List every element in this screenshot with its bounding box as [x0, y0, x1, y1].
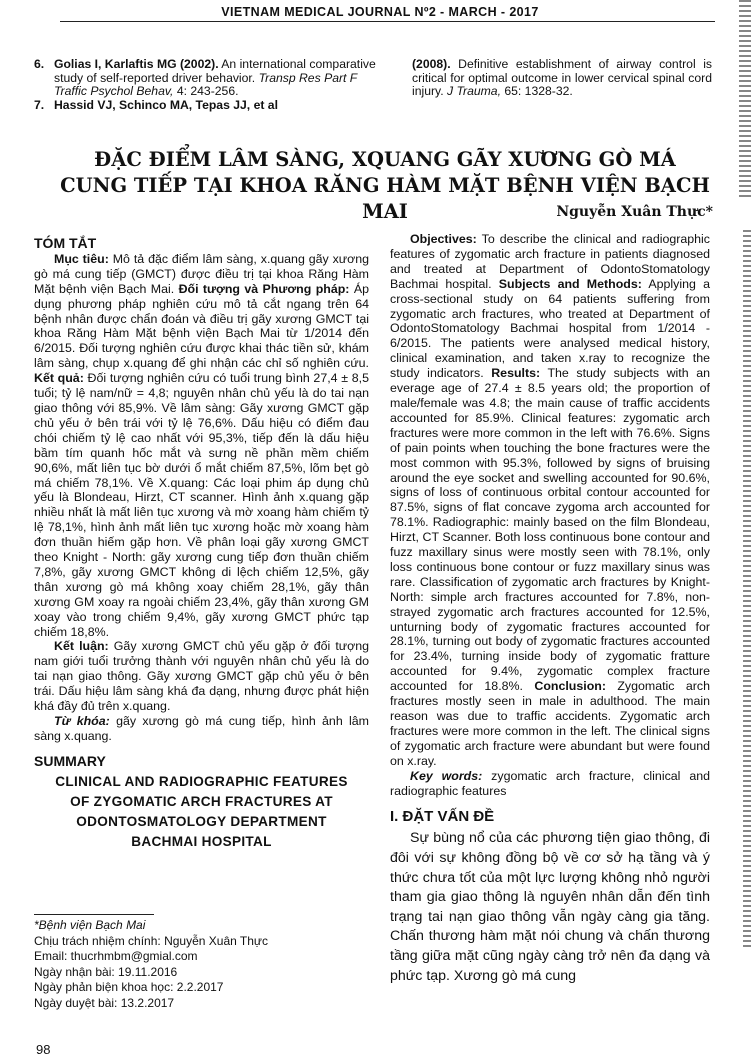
reference-text: [54, 58, 384, 99]
reference-year: (2008).: [412, 57, 451, 71]
left-column: [34, 236, 369, 852]
footnote-email: Email: thucrhmbm@gmial.com: [34, 949, 198, 963]
subjects-text: Applying a cross-sectional study on 64 patients suffering from zygomatic arch fractures, who treated at Department of OdontoStomatology Bachmai hospital from 1/2014 - 6/2015. The patients were analysed medical history, clinical examination, and taken x.ray to recognize the study indicators.: [390, 276, 710, 381]
keywords-paragraph: [34, 714, 369, 744]
abstract-heading: TÓM TẮT: [34, 235, 97, 251]
intro-text: Sự bùng nổ của các phương tiện giao thông, đi đôi với sự không đồng bộ về cơ sở hạ tầng và ý thức chưa tốt của một lực lượng không nhỏ người tham gia giao thông là nguyên nhân dẫn đến tình trạng tai nạn giao thông vẫn ngày càng gia tăng. Chấn thương hàm mặt nói chung và chấn thương tầng giữa mặt cũng ngày càng trở nên đa dạng và phức tạp. Xương gò má cung: [390, 830, 710, 984]
keywords-text: gãy xương gò má cung tiếp, hình ảnh lâm sàng x.quang.: [34, 714, 369, 743]
reference-6: [34, 58, 384, 99]
methods-label: Đối tượng và Phương pháp:: [178, 281, 350, 296]
reference-list-right: [412, 58, 712, 99]
conclusion-paragraph: [34, 639, 369, 714]
results-text: Đối tượng nghiên cứu có tuổi trung bình 27,4 ± 8,5 tuổi; tỷ lệ nam/nữ = 4,8; nguyên nhân chủ yếu là do tai nạn giao thông với 85,9%. Về lâm sàng: Gãy xương GMCT gặp chủ yếu ở bên trái với tỷ lệ 76,6%. Dấu hiệu có điểm đau chói chiếm tỷ lệ cao nhất với 95,3%, tiếp đến là dấu hiệu bầm tím quanh hốc mắt và sưng nề phần mềm chiếm 90,6%, mất liên tục bờ dưới ổ mắt chiếm 87,5%, lõm bẹt gò má chiếm 78,1%. Về X.quang: Các loại phim áp dụng chủ yếu là Blondeau, Hirzt, CT scanner. Hình ảnh x.quang gặp nhiều nhất là mất liên tục xương và mờ xoang hàm chiếm tỷ lệ 78,1%, hình ảnh mất liên tục xương hoặc mờ xoang hàm đơn thuần hiếm gặp hơn. Về phân loại gãy xương GMCT theo Knight - North: gãy xương cung tiếp đơn thuần chiếm 7,8%, gãy xương GMCT không di lệch chiếm 12,5%, gãy thân xương gò má không xoay chiếm 28,1%, gãy thân xương GM xoay ra ngoài chiếm 23,4%, gãy thân xương GM xoay vào trong chiếm 9,4%, gãy xương GMCT phức tạp chiếm 18,8%.: [34, 371, 369, 639]
conclusion-en-text: Zygomatic arch fractures mostly seen in male in adulthood. The main reason was due to traffic accidents. Zygomatic arch fractures were more common in the left. The clinical signs of zygomatic arch fracture were abundant but were found on x.ray.: [390, 679, 710, 768]
footnote: [34, 918, 364, 1011]
scan-edge-artifact: [739, 0, 751, 200]
summary-title-line: BACHMAI HOSPITAL: [131, 833, 272, 849]
footnote-accepted: Ngày duyệt bài: 13.2.2017: [34, 995, 175, 1010]
keywords-en-text: zygomatic arch fracture, clinical and radiographic features: [390, 768, 710, 798]
methods-text: Áp dụng phương pháp nghiên cứu mô tả cắt ngang trên 64 bệnh nhân được chẩn đoán và điều trị gãy xương GMCT tại khoa Răng Hàm Mặt bệnh viện Bạch Mai từ 1/2014 đến 6/2015. Đối tượng nghiên cứu được khai thác tiền sử, khám lâm sàng, chụp x.quang để ghi nhận các chỉ số nghiên cứu.: [34, 281, 369, 371]
objective-text: Mô tả đặc điểm lâm sàng, x.quang gãy xương gò má cung tiếp (GMCT) được điều trị tại khoa Răng Hàm Mặt bệnh viện Bạch Mai.: [34, 251, 370, 296]
article-title: ĐẶC ĐIỂM LÂM SÀNG, XQUANG GÃY XƯƠNG GÒ MÁ CUNG TIẾP TẠI KHOA RĂNG HÀM MẶT BỆNH VIỆN BẠCH MAI: [60, 148, 710, 223]
footnote-rule: [34, 914, 154, 915]
intro-heading: I. ĐẶT VẤN ĐỀ: [390, 808, 495, 826]
abstract-en-body: [390, 232, 710, 769]
page-number: 98: [36, 1042, 51, 1057]
footnote-corresponding: Chịu trách nhiệm chính: Nguyễn Xuân Thực: [34, 933, 268, 948]
results-en-label: Results:: [491, 366, 541, 381]
author-name: Nguyễn Xuân Thực*: [556, 204, 713, 220]
reference-body: Definitive establishment of airway control is critical for optimal outcome in lower cervical spinal cord injury.: [412, 57, 712, 98]
reference-journal: J Trauma,: [447, 84, 501, 98]
objectives-label: Objectives:: [410, 232, 477, 246]
reference-list-left: [34, 58, 384, 112]
summary-title: [34, 772, 369, 852]
reference-text: [54, 99, 384, 113]
summary-title-line: ODONTOSMATOLOGY DEPARTMENT: [76, 813, 327, 829]
summary-heading: SUMMARY: [34, 752, 106, 769]
scan-edge-artifact: [743, 230, 751, 950]
conclusion-en-label: Conclusion:: [534, 679, 606, 694]
subjects-label: Subjects and Methods:: [498, 276, 642, 291]
reference-authors: Golias I, Karlaftis MG (2002).: [54, 57, 219, 71]
keywords-en-paragraph: [390, 769, 710, 799]
reference-7: [34, 99, 384, 113]
right-column: [390, 232, 710, 986]
reference-tail: 4: 243-256.: [173, 84, 239, 98]
summary-title-line: OF ZYGOMATIC ARCH FRACTURES AT: [70, 793, 333, 809]
conclusion-text: Gãy xương GMCT chủ yếu gặp ở đối tượng nam giới tuổi trưởng thành với nguyên nhân chủ yếu là do tai nạn giao thông. Gãy xương GMCT gặp chủ yếu ở bên trái. Dấu hiệu lâm sàng khá đa dạng, nhưng được phát hiện khá đầy đủ trên x.quang.: [34, 639, 369, 714]
footnote-reviewed: Ngày phản biện khoa học: 2.2.2017: [34, 980, 224, 994]
reference-journal: Transp Res Part F Traffic Psychol Behav,: [54, 70, 358, 98]
reference-number: 7.: [34, 97, 45, 112]
objectives-text: To describe the clinical and radiographic features of zygomatic arch fracture in patients diagnosed and treated at Department of OdontoStomatology Bachmai hospital.: [390, 232, 710, 291]
reference-number: 6.: [34, 57, 45, 71]
keywords-en-label: Key words:: [410, 768, 483, 783]
footnote-affiliation: *Bệnh viện Bạch Mai: [34, 918, 146, 932]
header-rule: [60, 21, 715, 22]
results-en-text: The study subjects with an everage age of 27.4 ± 8.5 years old; the proportion of male/female was 4.8; the main cause of traffic accidents accounted for 85.9%. Clinical features: zygomatic arch fractures were more common in the left with 76.6%. Signs of pain points when touching the bone fractures were the most common with 95.3%, followed by signs of bruising around the eye socket and swelling accounted for 90.6%, signs of loss of continuous orbital contour accounted for 87.5%, signs of flat concave zygoma arch accounted for 78.1%. Radiographic: mainly based on the film Blondeau, Hirzt, CT Scanner. Both loss continuous bone contour and fuzz maxillary sinus were mostly seen with 78.1%, only loss continuous bone contour or fuzz maxillary sinus was rare. Classification of zygomatic arch fractures by Knight-North: simple arch fractures accounted for 7.8%, non-strayed zygomatic arch fractures accounted for 12.5%, unturning body of zygomatic fractures accounted for 28.1%, turning out body of zygomatic fractures accounted for 23.4%, turning inside body of zygomatic fratture accounted for 9.4%, zygomatic complex fracture accounted for 18.8%.: [390, 366, 710, 694]
results-label: Kết quả:: [34, 371, 84, 386]
keywords-label: Từ khóa:: [54, 714, 110, 728]
reference-tail: 65: 1328-32.: [500, 84, 573, 98]
reference-body: An international comparative study of self-reported driver behavior.: [54, 57, 376, 85]
conclusion-label: Kết luận:: [54, 639, 109, 654]
reference-authors: Hassid VJ, Schinco MA, Tepas JJ, et al: [54, 97, 278, 112]
footnote-received: Ngày nhận bài: 19.11.2016: [34, 964, 178, 979]
objective-label: Mục tiêu:: [54, 251, 109, 266]
abstract-vn-body: [34, 252, 369, 640]
summary-title-line: CLINICAL AND RADIOGRAPHIC FEATURES: [55, 773, 348, 789]
journal-header: VIETNAM MEDICAL JOURNAL Nº2 - MARCH - 2017: [221, 5, 539, 19]
